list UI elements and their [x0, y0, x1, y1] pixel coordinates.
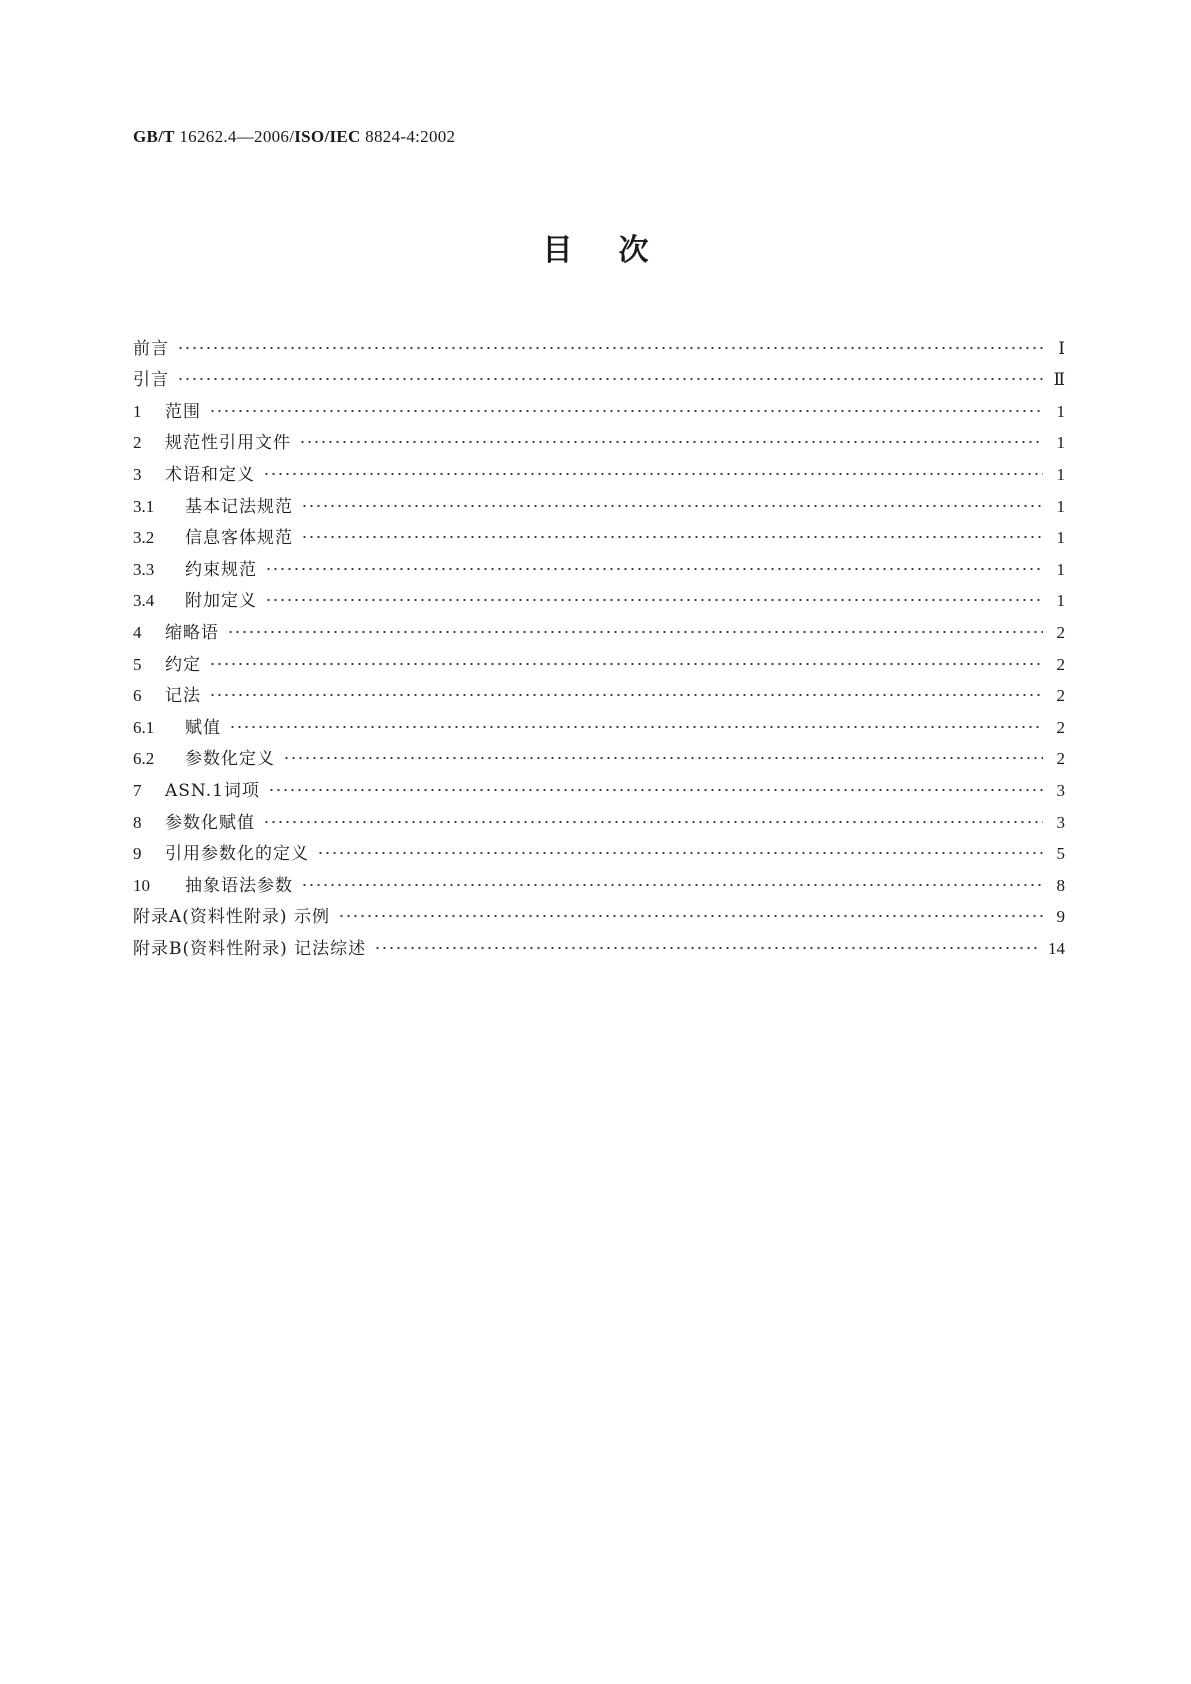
- toc-entry-page: 3: [1056, 780, 1065, 800]
- toc-entry-title: 抽象语法参数: [185, 875, 293, 896]
- toc-entry-page: Ⅰ: [1058, 338, 1065, 358]
- toc-entry-number: 9: [133, 844, 142, 864]
- toc-entry-page: 2: [1056, 686, 1065, 706]
- toc-dot-leader: [283, 751, 1043, 765]
- document-code-iso-number: 8824-4:2002: [360, 127, 456, 146]
- document-code-gbt: GB/T: [133, 127, 175, 146]
- toc-entry[interactable]: [133, 865, 1065, 897]
- toc-entry-number: 10: [133, 875, 150, 895]
- toc-entry-title: 参数化定义: [185, 749, 275, 770]
- toc-entry[interactable]: [133, 707, 1065, 739]
- toc-entry-title: 约定: [165, 654, 201, 675]
- toc-entry-title: 记法: [165, 686, 201, 707]
- toc-entry-title: 基本记法规范: [185, 496, 293, 517]
- toc-entry-title: 附加定义: [185, 591, 257, 612]
- toc-entry[interactable]: [133, 486, 1065, 518]
- toc-entry-title: 引用参数化的定义: [165, 844, 309, 865]
- toc-entry-page: 9: [1056, 907, 1065, 927]
- toc-entry-title: 赋值: [185, 717, 221, 738]
- toc-entry-page: 1: [1056, 559, 1065, 579]
- toc-entry-number: 3: [133, 464, 142, 484]
- toc-entry-title: 信息客体规范: [185, 528, 293, 549]
- toc-entry-title: 范围: [165, 401, 201, 422]
- toc-entry[interactable]: [133, 834, 1065, 866]
- toc-entry[interactable]: [133, 391, 1065, 423]
- toc-entry[interactable]: [133, 454, 1065, 486]
- toc-dot-leader: [229, 720, 1043, 734]
- toc-entry-number: 6.1: [133, 717, 155, 737]
- toc-entry-title: 参数化赋值: [165, 812, 255, 833]
- toc-dot-leader: [374, 941, 1040, 955]
- toc-entry-title: 引言: [133, 370, 169, 391]
- toc-entry-page: Ⅱ: [1053, 370, 1065, 390]
- toc-entry-number: 3.4: [133, 591, 155, 611]
- toc-entry[interactable]: [133, 423, 1065, 455]
- toc-entry-number: 1: [133, 401, 142, 421]
- toc-entry-title: 规范性引用文件: [165, 433, 291, 454]
- toc-title: 目次: [542, 233, 695, 268]
- toc-entry-page: 1: [1056, 433, 1065, 453]
- toc-entry-number: 3.1: [133, 496, 155, 516]
- toc-dot-leader: [301, 878, 1043, 892]
- toc-entry-title: 术语和定义: [165, 464, 255, 485]
- toc-entry-title: 约束规范: [185, 559, 257, 580]
- toc-entry-page: 1: [1056, 591, 1065, 611]
- toc-dot-leader: [299, 435, 1043, 449]
- toc-dot-leader: [268, 783, 1043, 797]
- document-code-number: 16262.4—2006/: [174, 127, 295, 146]
- toc-entry[interactable]: [133, 549, 1065, 581]
- toc-entry-page: 1: [1056, 401, 1065, 421]
- toc-entry[interactable]: [133, 612, 1065, 644]
- toc-entry[interactable]: [133, 928, 1065, 960]
- toc-dot-leader: [301, 530, 1043, 544]
- toc-entry-title: 缩略语: [165, 622, 219, 643]
- toc-dot-leader: [209, 657, 1043, 671]
- toc-entry-number: 6.2: [133, 749, 155, 769]
- toc-entry-page: 3: [1056, 812, 1065, 832]
- toc-entry-page: 14: [1048, 938, 1065, 958]
- toc-entry[interactable]: [133, 770, 1065, 802]
- toc-dot-leader: [338, 909, 1043, 923]
- toc-entry[interactable]: [133, 897, 1065, 929]
- toc-dot-leader: [177, 372, 1043, 386]
- toc-entry[interactable]: [133, 360, 1065, 392]
- toc-entry-number: 4: [133, 622, 142, 642]
- toc-entry[interactable]: [133, 581, 1065, 613]
- toc-dot-leader: [317, 846, 1043, 860]
- toc-entry-number: 3.2: [133, 528, 155, 548]
- toc-entry-page: 2: [1056, 749, 1065, 769]
- toc-entry-number: 2: [133, 433, 142, 453]
- toc-entry-page: 2: [1056, 622, 1065, 642]
- toc-entry-number: 8: [133, 812, 142, 832]
- toc-dot-leader: [263, 815, 1043, 829]
- toc-entry-number: 3.3: [133, 559, 155, 579]
- toc-entry-title: ASN.1词项: [165, 780, 260, 801]
- toc-entry-page: 8: [1056, 875, 1065, 895]
- toc-entry-number: 6: [133, 686, 142, 706]
- toc-entry-page: 1: [1056, 496, 1065, 516]
- toc-dot-leader: [265, 562, 1043, 576]
- document-code-isoiec: ISO/IEC: [294, 127, 361, 146]
- toc-dot-leader: [177, 341, 1043, 355]
- toc-entry-title: 附录B(资料性附录) 记法综述: [133, 938, 367, 959]
- toc-entry-title: 前言: [133, 338, 169, 359]
- toc-dot-leader: [265, 593, 1043, 607]
- toc-dot-leader: [209, 404, 1043, 418]
- toc-entry-page: 2: [1056, 654, 1065, 674]
- table-of-contents: [133, 328, 1065, 960]
- toc-entry-page: 2: [1056, 717, 1065, 737]
- toc-dot-leader: [209, 688, 1043, 702]
- toc-entry-page: 1: [1056, 528, 1065, 548]
- toc-entry[interactable]: [133, 802, 1065, 834]
- toc-entry-number: 7: [133, 780, 142, 800]
- toc-entry-number: 5: [133, 654, 142, 674]
- toc-entry-page: 5: [1056, 844, 1065, 864]
- toc-entry-title: 附录A(资料性附录) 示例: [133, 907, 330, 928]
- toc-entry[interactable]: [133, 328, 1065, 360]
- toc-entry-page: 1: [1056, 464, 1065, 484]
- toc-dot-leader: [227, 625, 1043, 639]
- toc-entry[interactable]: [133, 739, 1065, 771]
- document-code: [133, 127, 455, 147]
- toc-entry[interactable]: [133, 644, 1065, 676]
- toc-entry[interactable]: [133, 676, 1065, 708]
- toc-entry[interactable]: [133, 518, 1065, 550]
- toc-dot-leader: [301, 499, 1043, 513]
- toc-dot-leader: [263, 467, 1043, 481]
